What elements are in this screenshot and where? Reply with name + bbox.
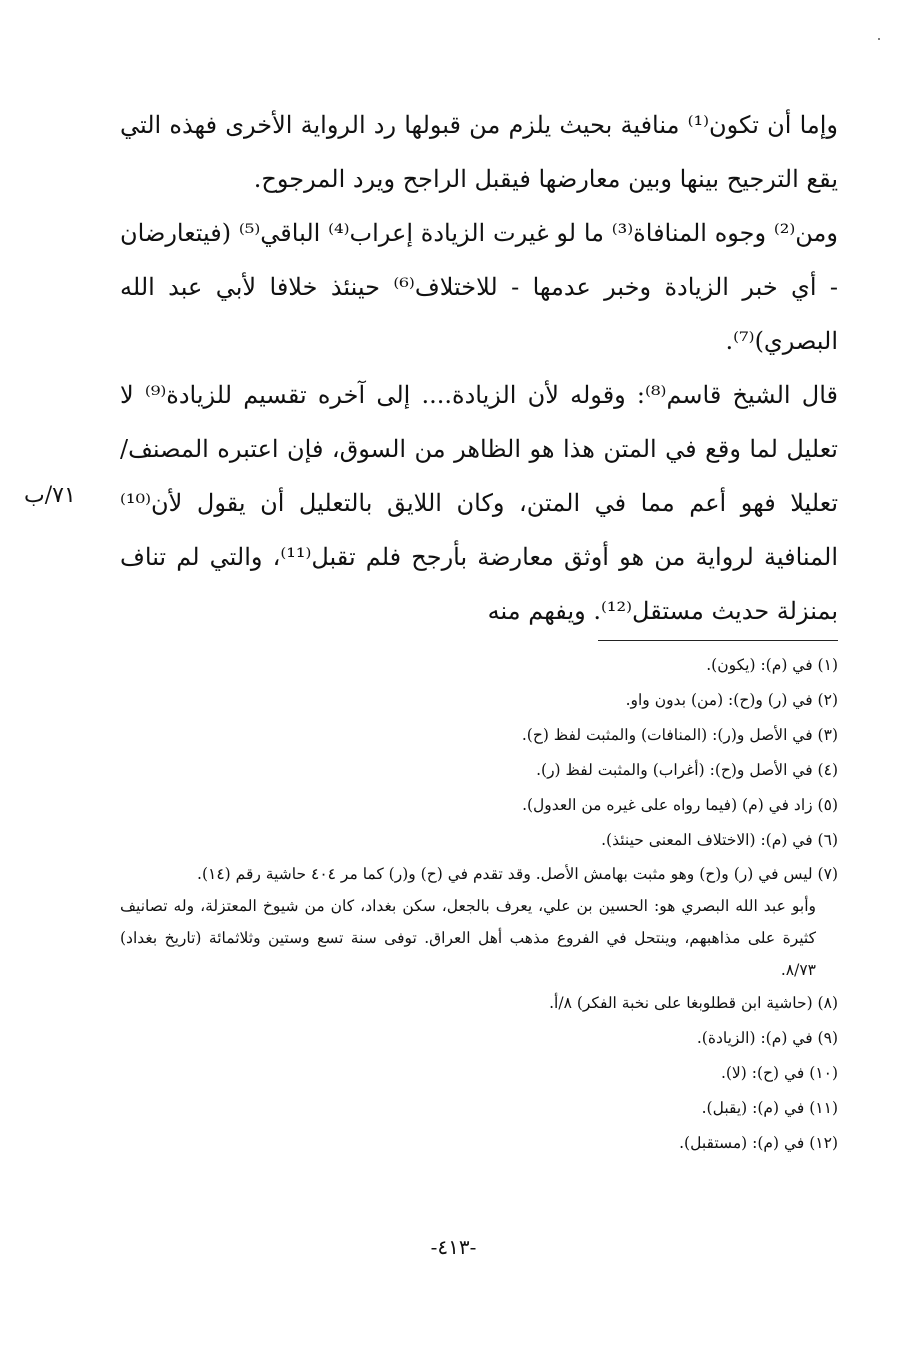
footnote-7-continuation: وأبو عبد الله البصري هو: الحسين بن علي، يعرف بالجعل، سكن بغداد، كان من شيوخ المعتزلة، وله تصانيف كثيرة على مذاهبهم، وينتحل في الفروع مذهب أهل العراق. توفى سنة تسع وستين وثلاثمائة (تاريخ بغداد) ٨/٧٣. [120, 897, 816, 979]
paragraph-1: وإما أن تكون⁽¹⁾ منافية بحيث يلزم من قبولها رد الرواية الأخرى فهذه التي يقع الترجيح بينها وبين معارضها فيقبل الراجح ويرد المرجوح. [120, 111, 838, 193]
footnote-9: (٩) في (م): (الزيادة). [696, 1029, 838, 1047]
paragraph-3: قال الشيخ قاسم⁽⁸⁾: وقوله لأن الزيادة.... إلى آخره تقسيم للزيادة⁽⁹⁾ لا تعليل لما وقع في المتن هذا هو الظاهر من السوق، فإن اعتبره المصنف/ تعليلا فهو أعم مما في المتن، وكان اللايق بالتعليل أن يقول لأن⁽¹⁰⁾ المنافية لرواية من هو أوثق معارضة بأرجح فلم تقبل⁽¹¹⁾، والتي لم تناف بمنزلة حديث مستقل⁽¹²⁾. ويفهم منه [120, 381, 838, 625]
footnote-8: (٨) (حاشية ابن قطلوبغا على نخبة الفكر) ٨/أ. [549, 994, 838, 1012]
footnote-separator [598, 640, 838, 641]
paragraph-2: ومن⁽²⁾ وجوه المنافاة⁽³⁾ ما لو غيرت الزيادة إعراب⁽⁴⁾ الباقي⁽⁵⁾ (فيتعارضان - أي خبر الزيادة وخبر عدمها - للاختلاف⁽⁶⁾ حينئذ خلافا لأبي عبد الله البصري)⁽⁷⁾. [120, 219, 839, 355]
footnote-2: (٢) في (ر) و(ح): (من) بدون واو. [625, 691, 838, 709]
footnote-5: (٥) زاد في (م) (فيما رواه على غيره من العدول). [522, 796, 838, 814]
footnote-6: (٦) في (م): (الاختلاف المعنى حينئذ). [601, 831, 838, 849]
footnote-4: (٤) في الأصل و(ح): (أغراب) والمثبت لفظ (ر). [536, 761, 838, 779]
footnotes-block [120, 648, 838, 1161]
folio-margin-note: ٧١/ب [24, 483, 76, 508]
footnote-1: (١) في (م): (يكون). [706, 656, 838, 674]
footnote-7: (٧) ليس في (ر) و(ح) وهو مثبت بهامش الأصل. وقد تقدم في (ح) و(ر) كما مر ٤٠٤ حاشية رقم (١٤). [197, 865, 838, 883]
footnote-10: (١٠) في (ح): (لا). [720, 1064, 838, 1082]
main-text-block [120, 98, 838, 638]
scan-speck [878, 38, 880, 40]
footnote-12: (١٢) في (م): (مستقبل). [679, 1134, 838, 1152]
footnote-3: (٣) في الأصل و(ر): (المنافات) والمثبت لفظ (ح). [521, 726, 838, 744]
page-number: -٤١٣- [430, 1235, 477, 1259]
footnote-11: (١١) في (م): (يقبل). [701, 1099, 838, 1117]
